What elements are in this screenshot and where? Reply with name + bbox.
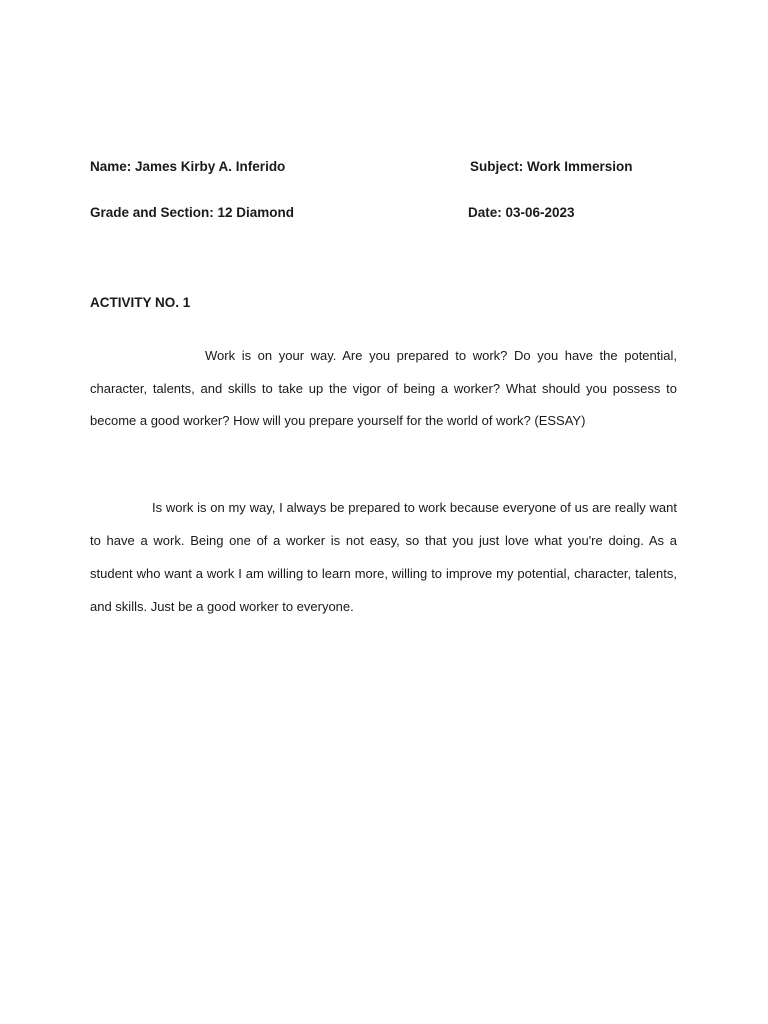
- subject: Subject: Work Immersion: [470, 159, 633, 174]
- activity-title: ACTIVITY NO. 1: [90, 295, 191, 310]
- student-name: Name: James Kirby A. Inferido: [90, 159, 286, 174]
- grade-and-section: Grade and Section: 12 Diamond: [90, 205, 295, 220]
- date: Date: 03-06-2023: [468, 205, 575, 220]
- activity-prompt: Work is on your way. Are you prepared to work? Do you have the potential, character, talents, and skills to take up the vigor of being a worker? What should you possess to become a good worker? How will you prepare yourself for the world of work? (ESSAY): [90, 348, 677, 428]
- essay-answer: Is work is on my way, I always be prepared to work because everyone of us are really want to have a work. Being one of a worker is not easy, so that you just love what you're doing. As a student who want a work I am willing to learn more, willing to improve my potential, character, talents, and skills. Just be a good worker to everyone.: [90, 500, 677, 614]
